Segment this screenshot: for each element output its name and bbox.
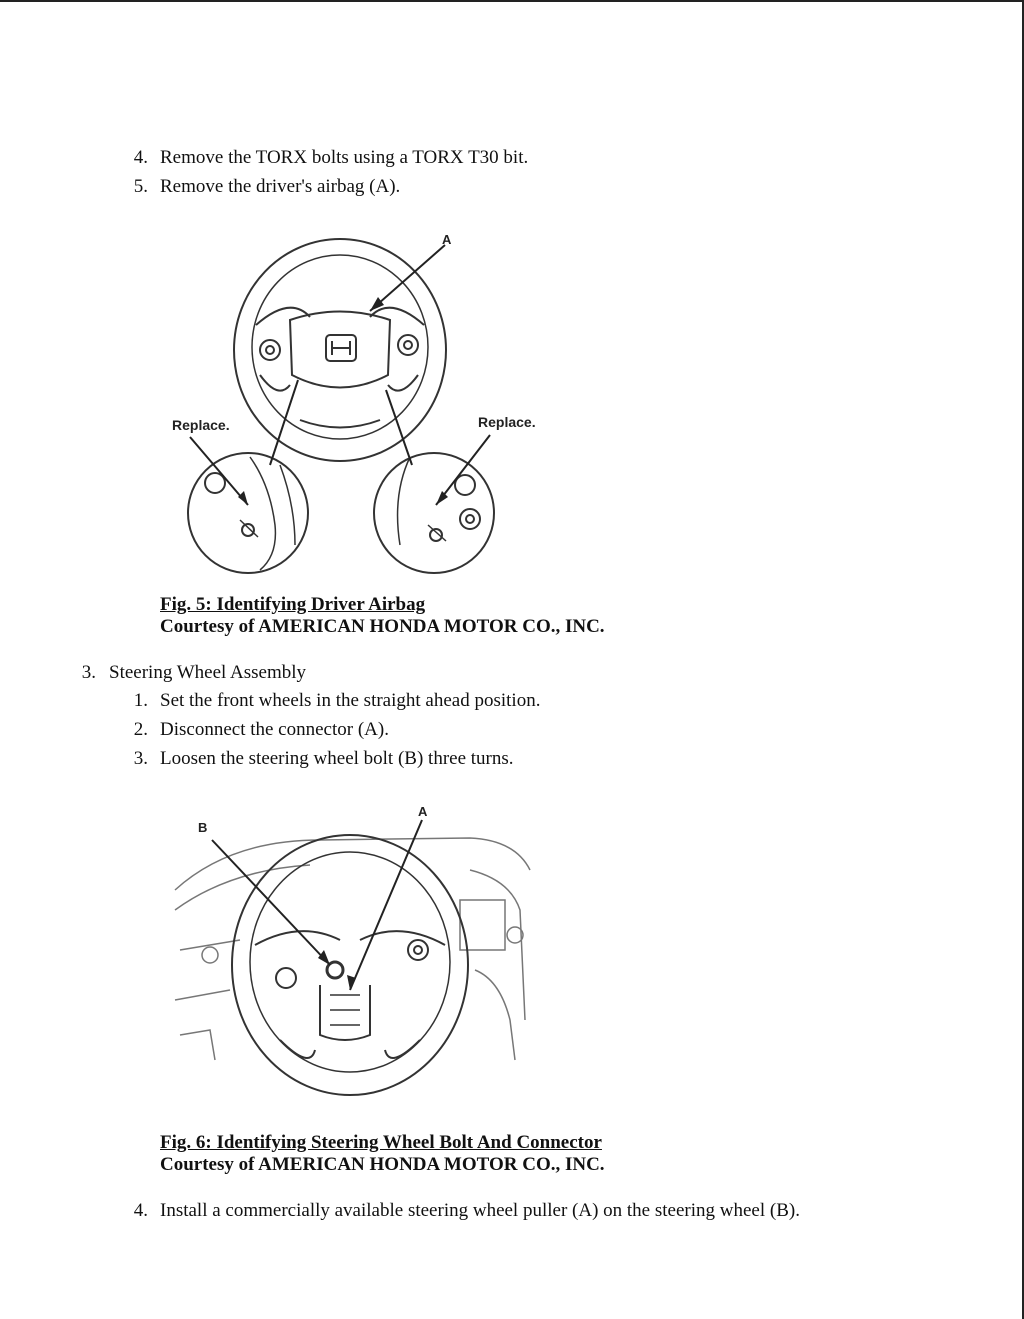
figure-6-credit: Courtesy of AMERICAN HONDA MOTOR CO., INC. [160, 1154, 605, 1175]
list-item-text: Install a commercially available steering wheel puller (A) on the steering wheel (B). [160, 1200, 800, 1221]
list-item-number: 2. [133, 719, 148, 740]
list-item-text: Set the front wheels in the straight ahead position. [160, 690, 541, 711]
figure-6-label-b: B [198, 820, 208, 835]
figure-5-credit: Courtesy of AMERICAN HONDA MOTOR CO., INC. [160, 616, 605, 637]
figure-5-illustration [160, 225, 560, 585]
list-item-number: 4. [133, 147, 148, 168]
figure-5-title: Fig. 5: Identifying Driver Airbag [160, 594, 426, 615]
section-number: 3. [81, 662, 96, 683]
list-item-text: Loosen the steering wheel bolt (B) three turns. [160, 748, 514, 769]
list-item-number: 4. [133, 1200, 148, 1221]
list-item-text: Disconnect the connector (A). [160, 719, 389, 740]
figure-6-title: Fig. 6: Identifying Steering Wheel Bolt And Connector [160, 1132, 602, 1153]
figure-6-caption [160, 1132, 605, 1176]
list-item-number: 3. [133, 748, 148, 769]
section-title: Steering Wheel Assembly [109, 662, 307, 683]
figure-5-label-replace-left: Replace. [172, 417, 230, 433]
page-top-border [0, 0, 1024, 2]
figure-6-label-a: A [418, 804, 428, 819]
list-item-number: 1. [133, 690, 148, 711]
list-item-number: 5. [133, 176, 148, 197]
figure-5-caption [160, 594, 605, 638]
list-item-text: Remove the driver's airbag (A). [160, 176, 401, 197]
figure-5-label-replace-right: Replace. [478, 414, 536, 430]
figure-6-illustration [170, 800, 540, 1120]
figure-5-label-a: A [442, 232, 452, 247]
list-item-text: Remove the TORX bolts using a TORX T30 bit. [160, 147, 529, 168]
